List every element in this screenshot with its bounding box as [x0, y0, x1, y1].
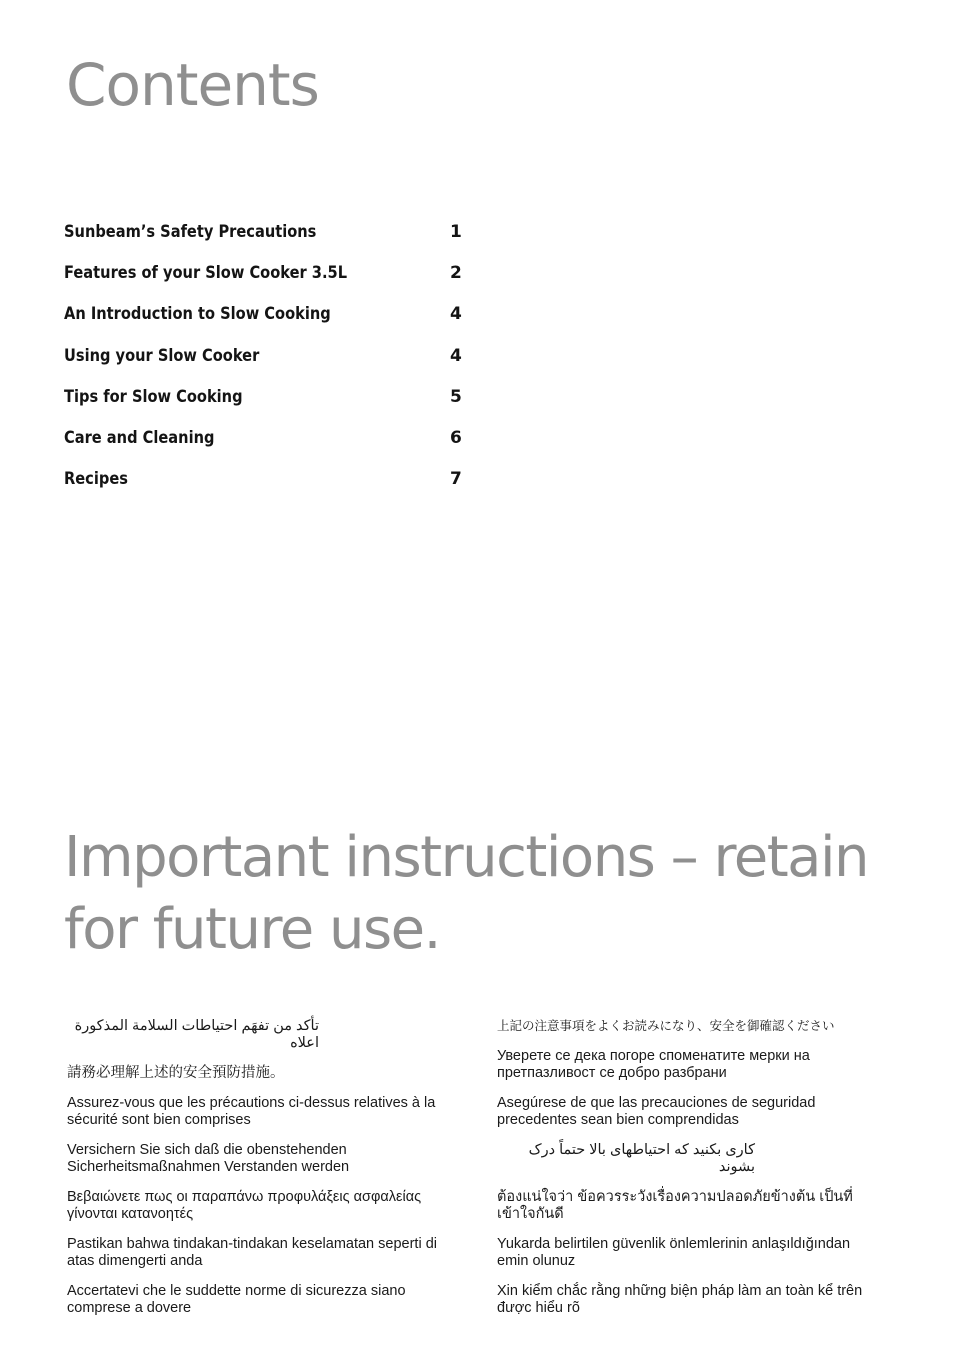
safety-note-german: Versichern Sie sich daß die obenstehenden Sicherheitsmaßnahmen Verstanden werden [67, 1142, 350, 1175]
safety-note-spanish: Asegúrese de que las precauciones de seguridad precedentes sean bien comprendidas [497, 1095, 816, 1128]
toc-entry-label: Features of your Slow Cooker 3.5L [64, 263, 348, 284]
safety-note-japanese: 上記の注意事項をよくお読みになり、安全を御確認ください [497, 1019, 835, 1033]
toc-entry-page: 1 [450, 222, 462, 242]
page-title: Contents [66, 51, 319, 119]
toc-entry [64, 263, 518, 304]
toc-entry-label: An Introduction to Slow Cooking [64, 304, 331, 325]
important-heading: Important instructions – retain for future use. [64, 825, 869, 962]
safety-note-indonesian: Pastikan bahwa tindakan-tindakan keselamatan seperti di atas dimengerti anda [67, 1236, 437, 1269]
toc-entry [64, 428, 518, 469]
safety-note-thai: ต้องแน่ใจว่า ข้อควรระวังเรื่องความปลอดภัยข้างต้น เป็นที่เข้าใจกันดี [497, 1189, 853, 1222]
safety-note-greek: Βεβαιώνετε πως οι παραπάνω προφυλάξεις ασφαλείας γίνονται κατανοητές [67, 1189, 422, 1222]
safety-note-macedonian: Уверете се дека погоре споменатите мерки на претпазливост се добро разбрани [497, 1048, 810, 1081]
toc-entry-page: 2 [450, 263, 462, 284]
toc-entry-label: Tips for Slow Cooking [64, 386, 243, 407]
toc-entry-page: 4 [450, 345, 462, 366]
safety-note-arabic: تأكد من تفهَم احتياطات السلامة المذكورة اعلاه [74, 1018, 319, 1051]
toc-entry-label: Using your Slow Cooker [64, 345, 260, 366]
toc-entry [64, 469, 518, 510]
safety-note-chinese: 請務必理解上述的安全預防措施。 [67, 1065, 285, 1081]
toc-entry [64, 222, 518, 263]
toc-entry-page: 6 [450, 427, 462, 448]
toc-entry-label: Recipes [64, 469, 128, 490]
toc-entry-page: 4 [450, 304, 462, 325]
toc-entry-page: 5 [450, 386, 462, 407]
safety-note-italian: Accertatevi che le suddette norme di sicurezza siano comprese a dovere [67, 1283, 406, 1316]
toc-entry-label: Sunbeam’s Safety Precautions [64, 222, 317, 242]
toc-entry [64, 346, 518, 387]
toc-entry [64, 387, 518, 428]
safety-note-turkish: Yukarda belirtilen güvenlik önlemlerinin anlaşıldığından emin olunuz [497, 1236, 851, 1269]
toc-entry [64, 304, 518, 345]
toc-entry-label: Care and Cleaning [64, 427, 215, 448]
safety-note-persian: کاری بکنید که احتیاطهای بالا حتماً درک بشوند [528, 1142, 755, 1175]
safety-note-french: Assurez-vous que les précautions ci-dessus relatives à la sécurité sont bien comprises [67, 1095, 436, 1128]
safety-notes-left-column [67, 1018, 447, 1330]
safety-notes-right-column [497, 1018, 877, 1330]
table-of-contents [64, 222, 518, 510]
toc-entry-page: 7 [450, 469, 462, 490]
safety-note-vietnamese: Xin kiểm chắc rằng những biện pháp làm an toàn kể trên được hiểu rõ [497, 1283, 863, 1316]
